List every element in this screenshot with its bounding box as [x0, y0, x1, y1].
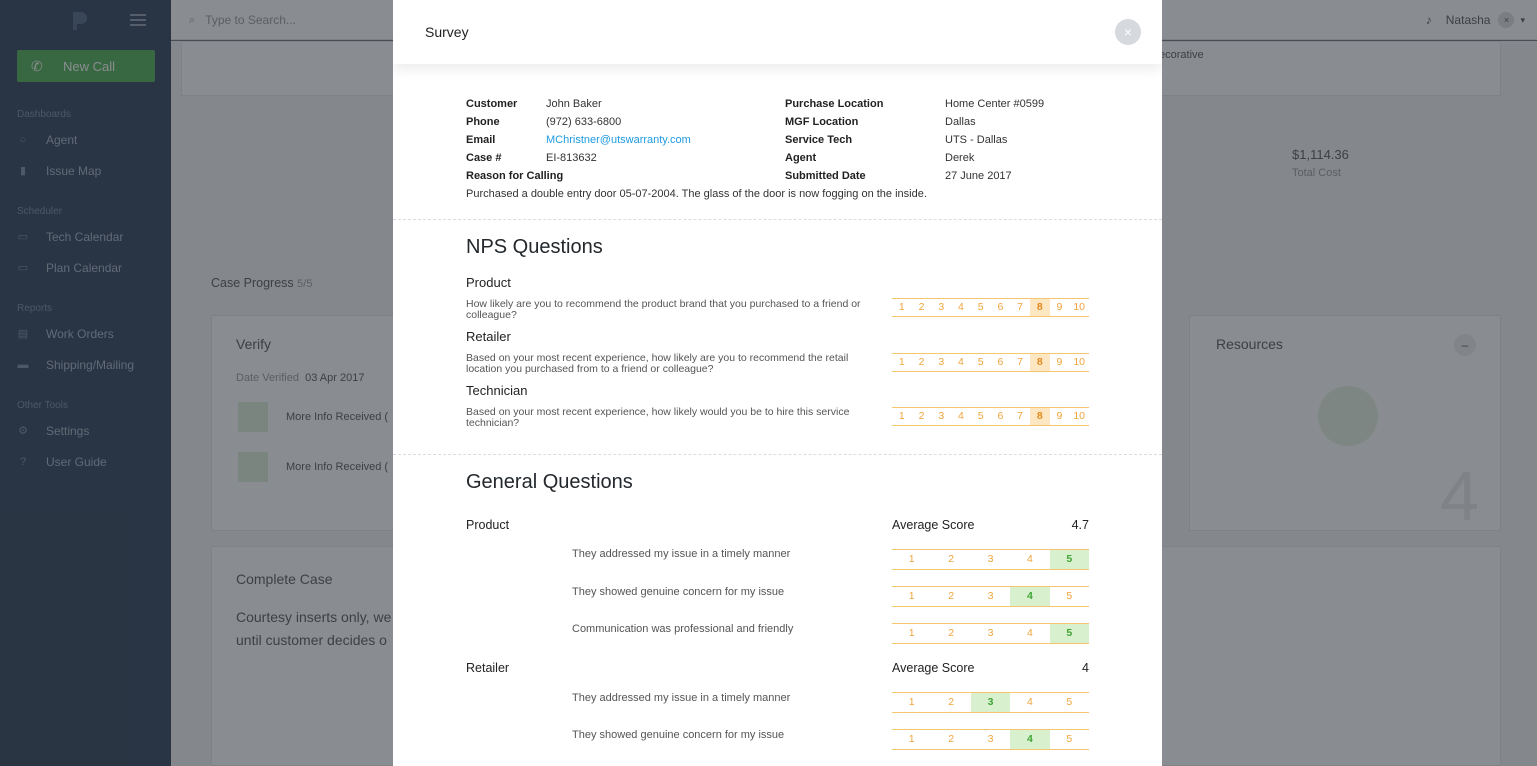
nps-rating-option[interactable]: 8: [1030, 354, 1050, 371]
general-rating-option[interactable]: 2: [948, 590, 955, 602]
email-link[interactable]: MChristner@utswarranty.com: [546, 134, 691, 146]
nps-rating-option[interactable]: 3: [938, 301, 945, 313]
nps-rating-option[interactable]: 4: [958, 356, 964, 368]
general-rating-scale: [892, 586, 1089, 607]
reason-label: Reason for Calling: [466, 170, 564, 182]
general-rating-option[interactable]: 3: [987, 627, 994, 639]
general-rating-option[interactable]: 3: [987, 590, 994, 602]
general-question-text: Communication was professional and friendly: [572, 623, 794, 635]
phone-label: Phone: [466, 116, 500, 128]
nps-rating-option[interactable]: 2: [918, 410, 925, 422]
nps-rating-scale: [892, 298, 1089, 317]
general-rating-option[interactable]: 1: [908, 696, 915, 708]
average-score-label: Average Score: [892, 661, 975, 675]
nps-rating-option[interactable]: 7: [1017, 301, 1023, 313]
nps-rating-option[interactable]: 9: [1056, 301, 1063, 313]
modal-title: Survey: [425, 24, 469, 40]
agent-value: Derek: [945, 152, 975, 164]
general-question-text: They addressed my issue in a timely manner: [572, 692, 791, 704]
general-rating-option[interactable]: 4: [1027, 627, 1033, 639]
average-score-value: 4: [1082, 661, 1089, 675]
general-rating-scale: [892, 623, 1089, 644]
phone-value: (972) 633-6800: [546, 116, 622, 128]
general-rating-option[interactable]: 4: [1027, 696, 1033, 708]
nps-rating-option[interactable]: 7: [1017, 410, 1023, 422]
general-rating-option[interactable]: 5: [1050, 624, 1089, 643]
mgf-location-label: MGF Location: [785, 116, 859, 128]
general-rating-option[interactable]: 5: [1066, 696, 1073, 708]
reason-value: Purchased a double entry door 05-07-2004. The glass of the door is now fogging on the inside.: [466, 188, 927, 200]
customer-label: Customer: [466, 98, 518, 110]
nps-rating-option[interactable]: 1: [898, 410, 905, 422]
nps-rating-option[interactable]: 6: [997, 410, 1004, 422]
general-rating-option[interactable]: 5: [1050, 550, 1089, 569]
average-score-value: 4.7: [1071, 518, 1089, 532]
general-rating-scale: [892, 549, 1089, 570]
service-tech-label: Service Tech: [785, 134, 853, 146]
nps-rating-option[interactable]: 3: [938, 410, 945, 422]
nps-rating-option[interactable]: 8: [1030, 408, 1050, 425]
survey-modal: [393, 0, 1162, 766]
general-rating-option[interactable]: 3: [987, 733, 994, 745]
general-rating-option[interactable]: 1: [908, 590, 915, 602]
general-category: Retailer: [466, 661, 510, 675]
submitted-date-label: Submitted Date: [785, 170, 866, 182]
nps-category: Technician: [466, 383, 528, 398]
modal-header: [393, 0, 1162, 64]
general-rating-option[interactable]: 2: [948, 733, 955, 745]
general-category: Product: [466, 518, 510, 532]
nps-rating-option[interactable]: 2: [918, 301, 925, 313]
general-rating-scale: [892, 729, 1089, 750]
section-divider: [393, 219, 1162, 220]
nps-category: Retailer: [466, 329, 511, 344]
agent-label: Agent: [785, 152, 817, 164]
email-label: Email: [466, 134, 496, 146]
nps-rating-option[interactable]: 10: [1073, 356, 1086, 368]
case-label: Case #: [466, 152, 502, 164]
close-icon[interactable]: ×: [1115, 19, 1141, 45]
section-divider: [393, 454, 1162, 455]
submitted-date-value: 27 June 2017: [945, 170, 1012, 182]
nps-rating-scale: [892, 353, 1089, 372]
general-rating-option[interactable]: 4: [1010, 730, 1049, 749]
general-rating-option[interactable]: 1: [908, 733, 915, 745]
nps-rating-option[interactable]: 6: [997, 356, 1004, 368]
nps-question-text: How likely are you to recommend the product brand that you purchased to a friend or colleague?: [466, 298, 861, 321]
nps-rating-option[interactable]: 7: [1017, 356, 1023, 368]
nps-rating-option[interactable]: 10: [1073, 301, 1086, 313]
purchase-location-label: Purchase Location: [785, 98, 884, 110]
nps-category: Product: [466, 275, 511, 290]
mgf-location-value: Dallas: [945, 116, 976, 128]
nps-rating-option[interactable]: 4: [958, 410, 964, 422]
nps-rating-option[interactable]: 9: [1056, 356, 1063, 368]
general-rating-option[interactable]: 4: [1027, 553, 1033, 565]
general-rating-option[interactable]: 3: [987, 553, 994, 565]
customer-value: John Baker: [546, 98, 602, 110]
nps-rating-option[interactable]: 3: [938, 356, 945, 368]
nps-rating-option[interactable]: 1: [898, 301, 905, 313]
general-rating-option[interactable]: 2: [948, 553, 955, 565]
service-tech-value: UTS - Dallas: [945, 134, 1008, 146]
general-rating-option[interactable]: 1: [908, 627, 915, 639]
nps-rating-option[interactable]: 6: [997, 301, 1004, 313]
nps-section-title: NPS Questions: [466, 236, 603, 258]
nps-rating-option[interactable]: 2: [918, 356, 925, 368]
general-question-text: They addressed my issue in a timely manner: [572, 548, 791, 560]
nps-rating-option[interactable]: 8: [1030, 299, 1050, 316]
nps-rating-scale: [892, 407, 1089, 426]
general-rating-option[interactable]: 2: [948, 696, 955, 708]
general-rating-option[interactable]: 2: [948, 627, 955, 639]
nps-rating-option[interactable]: 9: [1056, 410, 1063, 422]
average-score-label: Average Score: [892, 518, 975, 532]
nps-rating-option[interactable]: 1: [898, 356, 905, 368]
general-rating-option[interactable]: 3: [971, 693, 1010, 712]
general-section-title: General Questions: [466, 471, 633, 493]
purchase-location-value: Home Center #0599: [945, 98, 1045, 110]
nps-rating-option[interactable]: 5: [977, 356, 984, 368]
general-rating-option[interactable]: 5: [1066, 590, 1073, 602]
general-rating-option[interactable]: 1: [908, 553, 915, 565]
case-value: EI-813632: [546, 152, 597, 164]
general-rating-scale: [892, 692, 1089, 713]
nps-rating-option[interactable]: 4: [958, 301, 964, 313]
general-rating-option[interactable]: 5: [1066, 733, 1073, 745]
nps-question-text: Based on your most recent experience, how likely would you be to hire this service technician?: [466, 406, 850, 429]
nps-rating-option[interactable]: 10: [1073, 410, 1086, 422]
nps-question-text: Based on your most recent experience, how likely are you to recommend the retail location you purchased from to a friend or colleague?: [466, 352, 849, 375]
general-rating-option[interactable]: 4: [1010, 587, 1049, 606]
nps-rating-option[interactable]: 5: [977, 410, 984, 422]
nps-rating-option[interactable]: 5: [977, 301, 984, 313]
general-question-text: They showed genuine concern for my issue: [572, 729, 785, 741]
general-question-text: They showed genuine concern for my issue: [572, 586, 785, 598]
